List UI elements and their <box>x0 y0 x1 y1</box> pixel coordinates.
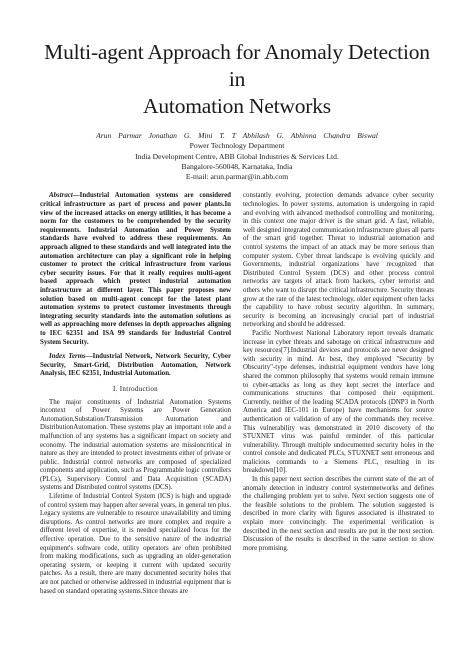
title-line-1: Multi-agent Approach for Anomaly Detection in <box>44 40 430 91</box>
body-columns <box>40 192 434 596</box>
right-column <box>243 192 434 596</box>
index-terms-label: Index Terms <box>49 353 86 361</box>
paper-title <box>40 0 434 120</box>
author-email: E-mail: arun.parmar@in.abb.com <box>185 172 289 182</box>
left-column <box>40 192 231 596</box>
author-department: Power Technology Department <box>189 141 285 151</box>
title-line-2: Automation Networks <box>143 94 331 118</box>
abstract-label: Abstract <box>49 192 73 200</box>
right-paragraph-1: constantly evolving, protection demands advance cyber security technologies. In power systems, automation is undergoing in rapid and evolving with advanced methodsof controlling and monitoring, in this context one major driver is the smart grid. A fast, reliable, well designed integrated communication infrastructure glues all parts of the smart grid together. Threat to industrial automation and control systems the impact of an attack may be more serious than computer system. Cyber threat landscape is evolving quickly and Governments, industrial organizations have recognized that Distributed Control System (DCS) and other process control networks are targets of attack from hackers, cyber terrorist and others who want to disrupt the critical infrastructure. Security threats grow at the rate of the latest technology, older equipment often lacks the capability to have robust security algorithm. In summary, security is becoming an increasingly crucial part of industrial networking and should be addressed. <box>243 192 434 329</box>
author-block <box>40 131 434 182</box>
intro-paragraph-1: The major constituents of Industrial Automation Systems incontext of Power Systems are Power Generation Automation,Substation/Transmission Automation and DistributionAutomation. These systems play an important role and a malfunction of any systems has a significant impact on society and economy. The industrial automation systems are missioncritical in nature as they are intended to protect investments either of private or public. Industrial control networks are composed of specialized components and application, such as Programmable logic controllers (PLCs), Supervisory Control and Data Acquisition (SCADA) systems and Distributed control systems (DCS). <box>40 398 231 492</box>
author-address: Bangalore-560048, Karnataka, India <box>181 161 293 171</box>
abstract <box>40 192 231 347</box>
author-organization: India Development Centre, ABB Global Industries & Services Ltd. <box>135 151 339 161</box>
right-paragraph-2: Pacific Northwest National Laboratory report reveals dramatic increase in cyber threats and sabotage on critical infrastructure and key resources[7].Industrial devices and protocols are never designed with security in mind. At best, they employed "Security by Obscurity"-type defenses, industrial equipment vendors have long shared the common philosophy that systems would remain immune to cyber-attacks as long as they kept secret the interface and communications structures that composed their equipment. Currently, neither of the leading SCADA protocols (DNP3 in North America and IEC-101 in Europe) have mechanisms for source authentication or validation of any of the commands they receive. This vulnerability was demonstrated in 2010 discovery of the STUXNET virus was painful reminder of this particular vulnerability. Through multiple undocumented security holes in the control console and dedicated PLCs, STUXNET sent erroneous and malicious commands to a Siemens PLC, resulting in its breakdown[10]. <box>243 329 434 475</box>
author-names: Arun Parmar Jonathan G. Mini T. T Abhilash G. Abhinna Chandra Biswal <box>96 131 378 140</box>
intro-paragraph-2: Lifetime of Industrial Control System (ICS) is high and upgrade of control system may happen after several years, in general ten plus. Legacy systems are vulnerable to resource unavailability and timing disruptions. As control networks are more complex and require a different level of expertise, it is needed specialized focus for the effective operation. Due to the sensitive nature of the industrial equipment's software code, utility operators are often prohibited from making modifications, such as upgrading an older-generation operating system, or keeping it current with updated security patches. As a result, there are many documented security holes that are not patched or otherwise addressed in industrial equipment that is based on standard operating systems.Since threats are <box>40 493 231 595</box>
right-paragraph-3: In this paper next section describes the current state of the art of anomaly detection in industry control systemnetworks and defines the challenging problem yet to solve. Next section suggests one of the feasible solutions to the problem. The solution suggested is described in more clarity with figures associated is illustrated to explain more convincingly. The experimental verification is described in the next section and results are put in the next section. Discussion of the results is described in the same section to show more promising. <box>243 476 434 552</box>
abstract-text: —Industrial Automation systems are considered critical infrastructure as part of process and power plants.In view of the increased attacks on energy utilities, it has become a norm for the customers to be comprehended by the security requirements. Industrial Automation and Power System standards have evolved to address these requirements. An approach aligned to these standards and well integrated into the automation architecture can play a significant role in helping customer to protect the critical infrastructure from various cyber security issues. For that it really requires multi-agent based approach which protect industrial automation infrastructure at different layer. This paper proposes new solution based on multi-agent concept for the latest plant automation systems to protect customer investments through integrating security standards into the automation solutions as well as approaching more defenses in depth approaches aligning to IEC 62351 and ISA 99 standards for Industrial Control System Security. <box>40 192 231 346</box>
section-heading-introduction: I. Introduction <box>113 384 158 393</box>
index-terms <box>40 353 231 379</box>
index-terms-text: —Industrial Network, Network Security, Cyber Security, Smart-Grid, Distribution Automation, Network Analysis, IEC 62351, Industrial Automation. <box>40 353 232 378</box>
